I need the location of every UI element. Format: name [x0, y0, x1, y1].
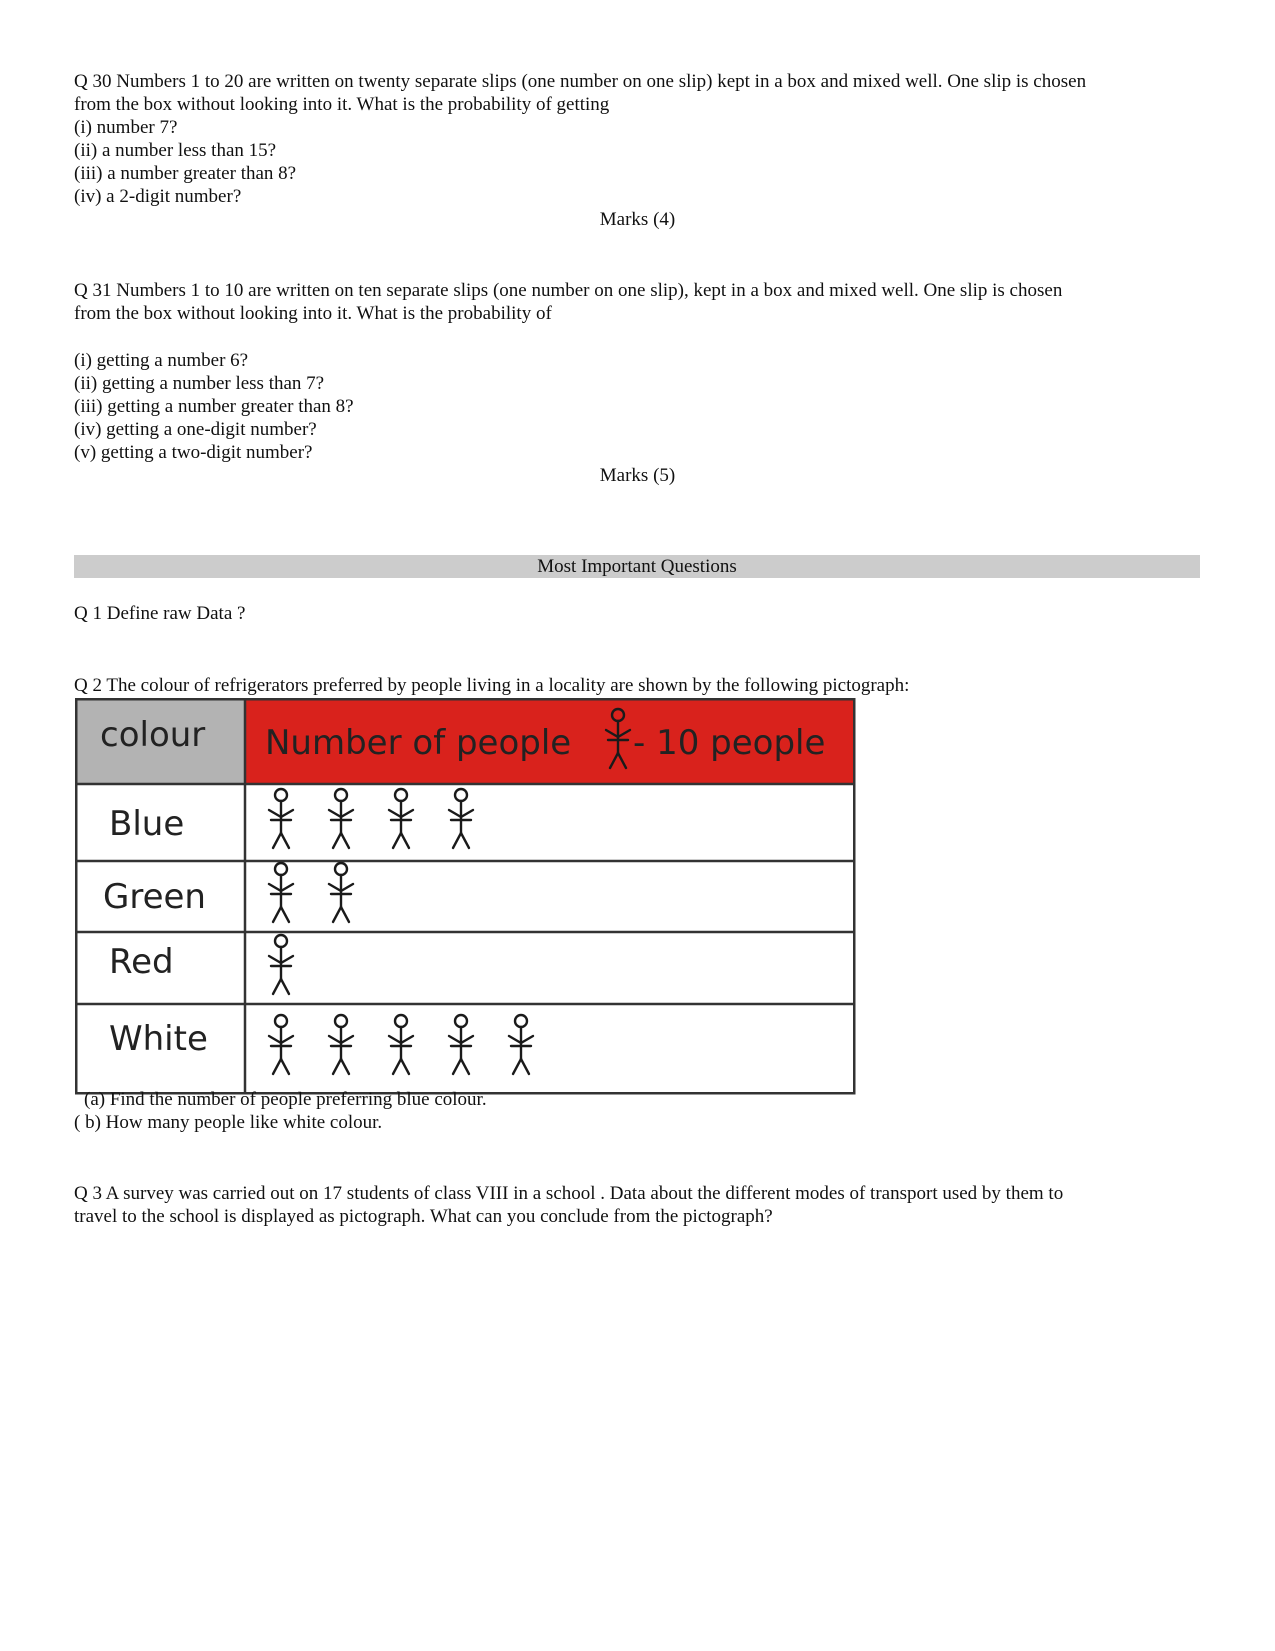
- q31-text-line-1: Q 31 Numbers 1 to 10 are written on ten separate slips (one number on one slip), kept in a box and mixed well. One slip is chosen: [74, 280, 1063, 301]
- person-icon-red-1: [269, 935, 293, 994]
- q30-marks: Marks (4): [599, 209, 676, 230]
- mq3-text-line-2: travel to the school is displayed as pictograph. What can you conclude from the pictograph?: [74, 1206, 773, 1227]
- q30-part-1: (i) number 7?: [74, 117, 178, 138]
- q31-part-4: (iv) getting a one-digit number?: [74, 419, 317, 440]
- category-label-white: White: [109, 1019, 208, 1059]
- q31-text-line-2: from the box without looking into it. What is the probability of: [74, 303, 552, 324]
- q31-part-1: (i) getting a number 6?: [74, 350, 249, 371]
- person-icon-white-1: [269, 1015, 293, 1074]
- mq2-sub-b: ( b) How many people like white colour.: [74, 1112, 383, 1133]
- person-icon-green-1: [269, 863, 293, 922]
- q31-part-2: (ii) getting a number less than 7?: [74, 373, 325, 394]
- header-colour-label: colour: [100, 715, 206, 755]
- q30-part-2: (ii) a number less than 15?: [74, 140, 277, 161]
- q30-part-3: (iii) a number greater than 8?: [74, 163, 297, 184]
- person-icon-white-3: [389, 1015, 413, 1074]
- mq2-sub-a: (a) Find the number of people preferring blue colour.: [84, 1089, 487, 1110]
- q31-part-5: (v) getting a two-digit number?: [74, 442, 313, 463]
- person-icon-blue-3: [389, 789, 413, 848]
- category-label-green: Green: [103, 877, 206, 917]
- q30-text-line-2: from the box without looking into it. What is the probability of getting: [74, 94, 610, 115]
- person-icon-blue-1: [269, 789, 293, 848]
- q30-part-4: (iv) a 2-digit number?: [74, 186, 242, 207]
- person-icon-blue-2: [329, 789, 353, 848]
- header-count-label: Number of people: [265, 723, 572, 763]
- q31-part-3: (iii) getting a number greater than 8?: [74, 396, 354, 417]
- pictograph-table: [75, 698, 857, 1096]
- person-icon-green-2: [329, 863, 353, 922]
- mq2-intro: Q 2 The colour of refrigerators preferred by people living in a locality are shown by the following pictograph:: [74, 675, 910, 696]
- mq3-text-line-1: Q 3 A survey was carried out on 17 students of class VIII in a school . Data about the different modes of transport used by them to: [74, 1183, 1064, 1204]
- q30-text-line-1: Q 30 Numbers 1 to 20 are written on twenty separate slips (one number on one slip) kept in a box and mixed well. One slip is chosen: [74, 71, 1087, 92]
- person-icon-white-4: [449, 1015, 473, 1074]
- person-icon-blue-4: [449, 789, 473, 848]
- section-title-banner: Most Important Questions: [74, 555, 1200, 578]
- person-icon-white-5: [509, 1015, 533, 1074]
- category-label-blue: Blue: [109, 804, 185, 844]
- category-label-red: Red: [109, 942, 174, 982]
- person-icon-white-2: [329, 1015, 353, 1074]
- header-key-label: - 10 people: [633, 723, 826, 763]
- mq1-text: Q 1 Define raw Data ?: [74, 603, 246, 624]
- q31-marks: Marks (5): [599, 465, 676, 486]
